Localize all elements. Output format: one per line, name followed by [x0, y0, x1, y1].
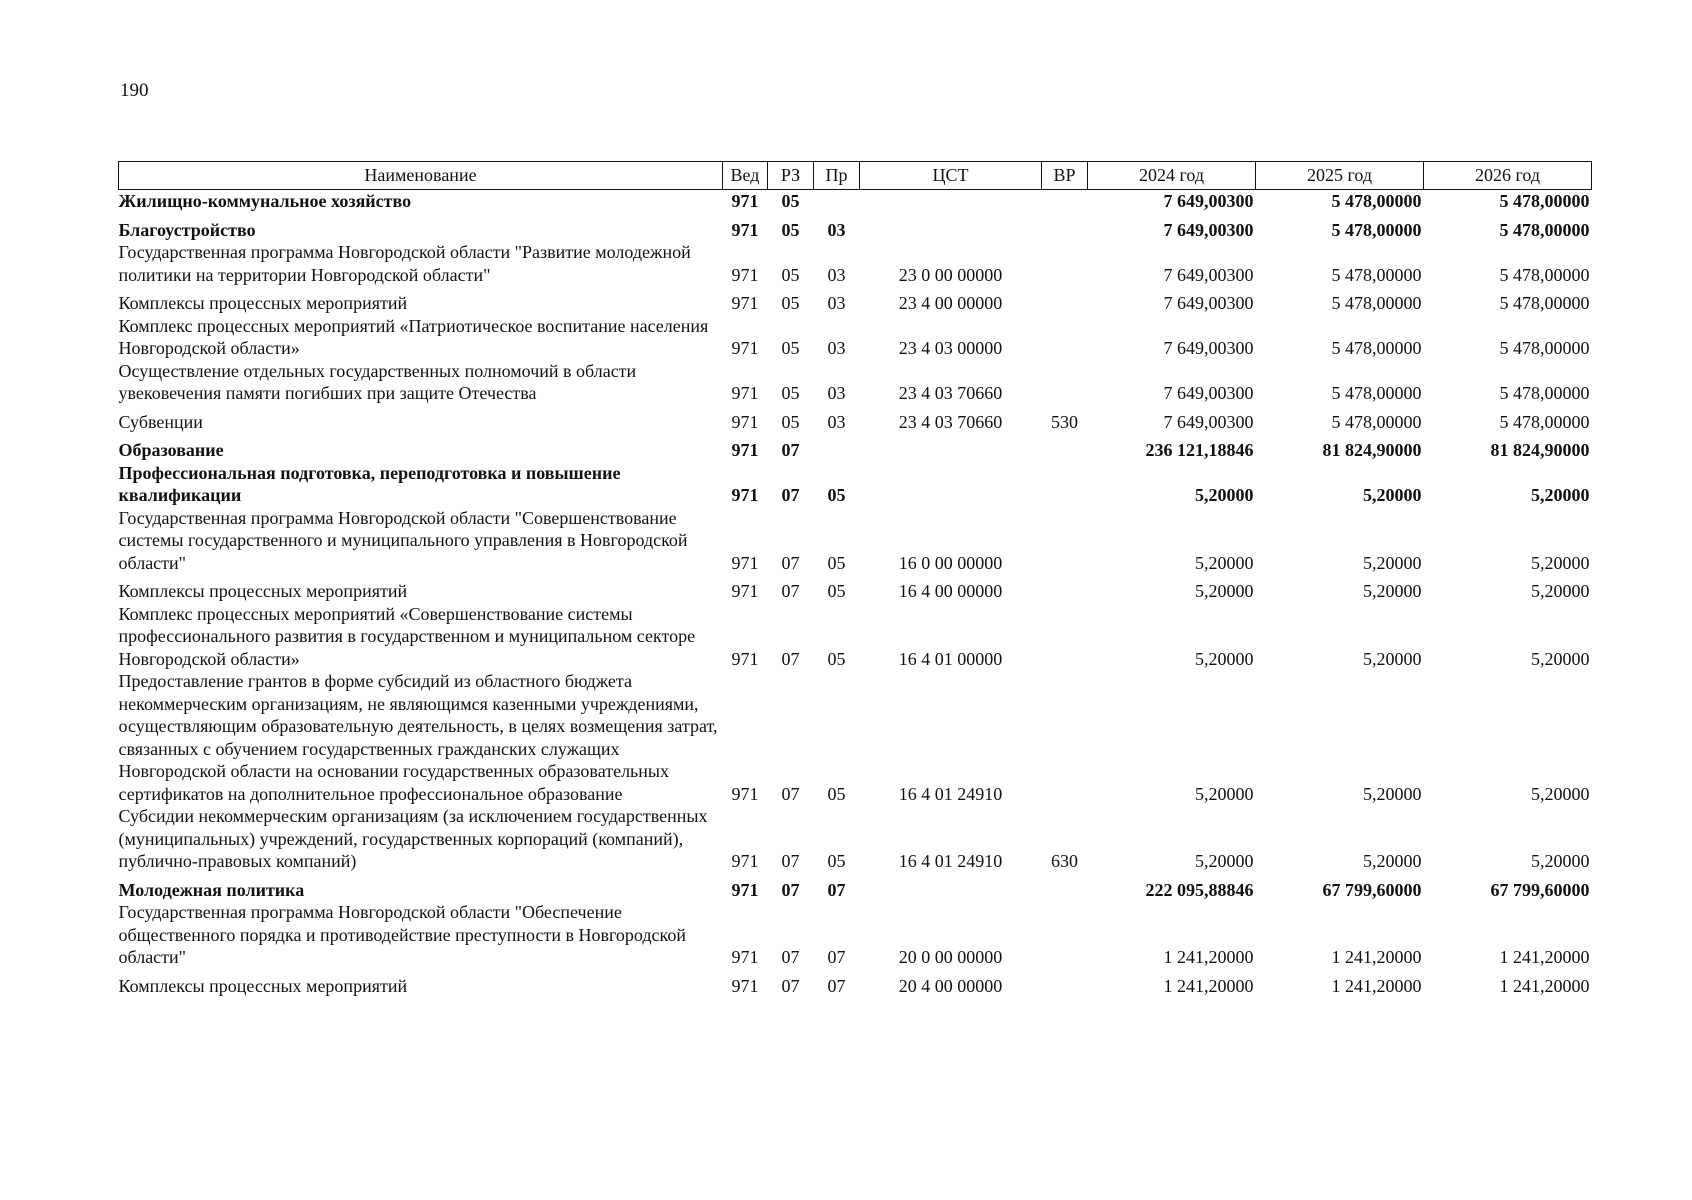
- cell-vr: [1042, 901, 1088, 969]
- cell-2026: 5,20000: [1531, 851, 1590, 871]
- cell-2026: 5,20000: [1531, 648, 1590, 669]
- cell-2025: 5 478,00000: [1331, 338, 1422, 358]
- cell-2024: 5,20000: [1195, 851, 1254, 871]
- cell-name: Комплексы процессных мероприятий: [118, 975, 408, 996]
- header-2024: 2024 год: [1088, 162, 1256, 190]
- cell-2026: 5 478,00000: [1499, 338, 1590, 358]
- cell-rz: 07: [781, 648, 800, 669]
- cell-cst: [860, 462, 1042, 507]
- cell-vr: [1042, 286, 1088, 315]
- cell-rz: 05: [781, 338, 800, 358]
- cell-name: Жилищно-коммунальное хозяйство: [118, 191, 412, 211]
- cell-name: Государственная программа Новгородской области "Обеспечение общественного порядка и противодействие преступности в Новгородской области": [118, 902, 686, 967]
- cell-pr: 07: [827, 947, 846, 967]
- cell-rz: 05: [781, 383, 800, 403]
- cell-cst: 23 4 03 70660: [898, 411, 1003, 432]
- cell-ved: 971: [731, 293, 759, 313]
- table-row: [119, 969, 1592, 998]
- cell-vr: [1042, 603, 1088, 671]
- cell-rz: 07: [781, 783, 800, 804]
- cell-vr: [1042, 213, 1088, 242]
- cell-2025: 81 824,90000: [1322, 440, 1422, 460]
- cell-ved: 971: [731, 552, 759, 573]
- cell-vr: [1042, 360, 1088, 405]
- cell-name: Комплексы процессных мероприятий: [118, 293, 408, 313]
- cell-name: Комплекс процессных мероприятий «Патриотическое воспитание населения Новгородской области»: [118, 315, 709, 358]
- cell-pr: 03: [827, 264, 846, 285]
- cell-2026: 5,20000: [1531, 581, 1590, 601]
- cell-pr: 05: [827, 485, 846, 505]
- cell-rz: 05: [781, 191, 800, 211]
- cell-pr: 05: [827, 552, 846, 573]
- cell-rz: 05: [781, 293, 800, 313]
- cell-2024: 222 095,88846: [1145, 879, 1254, 900]
- budget-table: [118, 161, 1592, 997]
- table-row: [119, 603, 1592, 671]
- cell-name: Профессиональная подготовка, переподготовка и повышение квалификации: [118, 462, 621, 505]
- cell-ved: 971: [731, 219, 759, 240]
- table-row: [119, 315, 1592, 360]
- table-row: [119, 405, 1592, 434]
- cell-rz: 07: [781, 552, 800, 573]
- table-row: [119, 241, 1592, 286]
- cell-cst: 20 4 00 00000: [898, 975, 1003, 996]
- cell-2026: 5 478,00000: [1499, 264, 1590, 285]
- cell-ved: 971: [731, 648, 759, 669]
- table-body: [119, 190, 1592, 998]
- cell-vr: [1042, 190, 1088, 213]
- cell-cst: 23 4 03 70660: [898, 383, 1003, 403]
- cell-name: Образование: [118, 440, 224, 460]
- cell-cst: [860, 873, 1042, 902]
- cell-ved: 971: [731, 338, 759, 358]
- cell-2025: 5 478,00000: [1331, 383, 1422, 403]
- cell-2026: 1 241,20000: [1499, 975, 1590, 996]
- cell-vr: [1042, 241, 1088, 286]
- table-row: [119, 433, 1592, 462]
- cell-2025: 67 799,60000: [1322, 879, 1422, 900]
- cell-2025: 5,20000: [1363, 485, 1422, 505]
- table-row: [119, 213, 1592, 242]
- table-header: [119, 162, 1592, 190]
- cell-cst: 16 4 01 24910: [898, 783, 1003, 804]
- table-row: [119, 574, 1592, 603]
- cell-2024: 1 241,20000: [1163, 975, 1254, 996]
- cell-rz: 07: [781, 485, 800, 505]
- cell-pr: 03: [827, 219, 846, 240]
- cell-ved: 971: [731, 851, 759, 871]
- cell-cst: 16 0 00 00000: [898, 552, 1003, 573]
- cell-cst: 23 0 00 00000: [898, 264, 1003, 285]
- cell-cst: 23 4 03 00000: [898, 338, 1003, 358]
- cell-name: Субвенции: [118, 411, 203, 432]
- cell-2024: 5,20000: [1195, 783, 1254, 804]
- cell-2026: 5,20000: [1531, 552, 1590, 573]
- cell-cst: 16 4 01 00000: [898, 648, 1003, 669]
- cell-2025: 5,20000: [1363, 851, 1422, 871]
- cell-2024: 7 649,00300: [1163, 338, 1254, 358]
- cell-ved: 971: [731, 191, 759, 211]
- cell-2025: 5 478,00000: [1331, 191, 1422, 211]
- cell-2026: 5 478,00000: [1499, 219, 1590, 240]
- cell-cst: [860, 433, 1042, 462]
- cell-rz: 07: [781, 440, 800, 460]
- cell-2024: 7 649,00300: [1163, 219, 1254, 240]
- table-row: [119, 670, 1592, 805]
- cell-pr: 07: [827, 975, 846, 996]
- cell-2024: 236 121,18846: [1145, 440, 1254, 460]
- cell-pr: 03: [827, 383, 846, 403]
- cell-2025: 5,20000: [1363, 552, 1422, 573]
- cell-2026: 5 478,00000: [1499, 411, 1590, 432]
- cell-2024: 5,20000: [1195, 581, 1254, 601]
- header-vr: ВР: [1042, 162, 1088, 190]
- cell-pr: 03: [827, 338, 846, 358]
- cell-2024: 5,20000: [1195, 485, 1254, 505]
- cell-vr: [1042, 462, 1088, 507]
- table-row: [119, 190, 1592, 213]
- cell-cst: [860, 213, 1042, 242]
- cell-2025: 5 478,00000: [1331, 411, 1422, 432]
- cell-2025: 5,20000: [1363, 783, 1422, 804]
- cell-2025: 1 241,20000: [1331, 947, 1422, 967]
- cell-cst: 20 0 00 00000: [898, 947, 1003, 967]
- cell-2026: 5,20000: [1531, 783, 1590, 804]
- cell-rz: 07: [781, 975, 800, 996]
- cell-rz: 05: [781, 411, 800, 432]
- cell-ved: 971: [731, 440, 759, 460]
- cell-pr: 07: [827, 879, 846, 900]
- cell-vr: [1042, 574, 1088, 603]
- cell-rz: 07: [781, 851, 800, 871]
- cell-2025: 5,20000: [1363, 648, 1422, 669]
- cell-2026: 67 799,60000: [1490, 879, 1590, 900]
- header-ved: Вед: [723, 162, 768, 190]
- cell-ved: 971: [731, 947, 759, 967]
- cell-ved: 971: [731, 485, 759, 505]
- cell-pr: 03: [827, 411, 846, 432]
- table-row: [119, 507, 1592, 575]
- table-row: [119, 286, 1592, 315]
- table-row: [119, 462, 1592, 507]
- cell-2024: 1 241,20000: [1163, 947, 1254, 967]
- cell-2026: 5 478,00000: [1499, 293, 1590, 313]
- header-pr: Пр: [814, 162, 860, 190]
- header-rz: РЗ: [768, 162, 814, 190]
- cell-2024: 7 649,00300: [1163, 383, 1254, 403]
- cell-pr: 05: [827, 581, 846, 601]
- cell-2025: 5 478,00000: [1331, 219, 1422, 240]
- cell-name: Осуществление отдельных государственных полномочий в области увековечения памяти погибших при защите Отечества: [118, 360, 637, 403]
- cell-name: Субсидии некоммерческим организациям (за исключением государственных (муниципальных) учреждений, государственных корпораций (компаний), публично-правовых компаний): [118, 806, 708, 871]
- cell-ved: 971: [731, 383, 759, 403]
- cell-name: Комплекс процессных мероприятий «Совершенствование системы профессионального развития в государственном и муниципальном секторе Новгородской области»: [118, 603, 696, 669]
- cell-2024: 7 649,00300: [1163, 264, 1254, 285]
- cell-2025: 5,20000: [1363, 581, 1422, 601]
- header-2026: 2026 год: [1424, 162, 1592, 190]
- cell-2024: 5,20000: [1195, 648, 1254, 669]
- cell-2024: 7 649,00300: [1163, 411, 1254, 432]
- cell-vr: [1042, 670, 1088, 805]
- cell-vr: [1042, 433, 1088, 462]
- cell-cst: 23 4 00 00000: [898, 293, 1003, 313]
- cell-2024: 7 649,00300: [1163, 191, 1254, 211]
- cell-rz: 07: [781, 581, 800, 601]
- cell-ved: 971: [731, 879, 759, 900]
- cell-2024: 5,20000: [1195, 552, 1254, 573]
- page-number: 190: [120, 80, 149, 101]
- cell-name: Молодежная политика: [118, 879, 305, 900]
- cell-ved: 971: [731, 975, 759, 996]
- table-row: [119, 360, 1592, 405]
- cell-pr: [814, 190, 860, 213]
- cell-2025: 5 478,00000: [1331, 293, 1422, 313]
- cell-2024: 7 649,00300: [1163, 293, 1254, 313]
- cell-ved: 971: [731, 581, 759, 601]
- cell-2025: 1 241,20000: [1331, 975, 1422, 996]
- cell-2026: 1 241,20000: [1499, 947, 1590, 967]
- cell-name: Благоустройство: [118, 219, 256, 240]
- cell-rz: 05: [781, 264, 800, 285]
- cell-vr: [1042, 507, 1088, 575]
- cell-2025: 5 478,00000: [1331, 264, 1422, 285]
- table-row: [119, 873, 1592, 902]
- cell-ved: 971: [731, 783, 759, 804]
- cell-pr: 03: [827, 293, 846, 313]
- cell-pr: 05: [827, 648, 846, 669]
- table-row: [119, 901, 1592, 969]
- cell-ved: 971: [731, 411, 759, 432]
- cell-cst: 16 4 00 00000: [898, 581, 1003, 601]
- cell-vr: 630: [1051, 851, 1078, 871]
- cell-2026: 5,20000: [1531, 485, 1590, 505]
- cell-rz: 07: [781, 879, 800, 900]
- cell-name: Предоставление грантов в форме субсидий из областного бюджета некоммерческим организациям, не являющимся казенными учреждениями, осуществляющим образовательную деятельность, в целях возмещения затрат, связанных с обучением государственных гражданских служащих Новгородской области на основании государственных образовательных сертификатов на дополнительное профессиональное образование: [118, 671, 718, 804]
- cell-2026: 5 478,00000: [1499, 383, 1590, 403]
- table-row: [119, 805, 1592, 873]
- cell-2026: 81 824,90000: [1490, 440, 1590, 460]
- cell-rz: 05: [781, 219, 800, 240]
- cell-name: Государственная программа Новгородской области "Совершенствование системы государственного и муниципального управления в Новгородской области": [118, 507, 688, 573]
- header-2025: 2025 год: [1256, 162, 1424, 190]
- cell-name: Государственная программа Новгородской области "Развитие молодежной политики на территории Новгородской области": [118, 242, 691, 285]
- cell-cst: 16 4 01 24910: [898, 851, 1003, 871]
- cell-pr: 05: [827, 851, 846, 871]
- header-name: Наименование: [119, 162, 723, 190]
- cell-vr: [1042, 315, 1088, 360]
- cell-name: Комплексы процессных мероприятий: [118, 581, 408, 601]
- cell-vr: [1042, 873, 1088, 902]
- cell-ved: 971: [731, 264, 759, 285]
- cell-pr: 05: [827, 783, 846, 804]
- cell-pr: [814, 433, 860, 462]
- cell-rz: 07: [781, 947, 800, 967]
- cell-vr: [1042, 969, 1088, 998]
- cell-cst: [860, 190, 1042, 213]
- cell-2026: 5 478,00000: [1499, 191, 1590, 211]
- cell-vr: 530: [1051, 411, 1078, 432]
- header-cst: ЦСТ: [860, 162, 1042, 190]
